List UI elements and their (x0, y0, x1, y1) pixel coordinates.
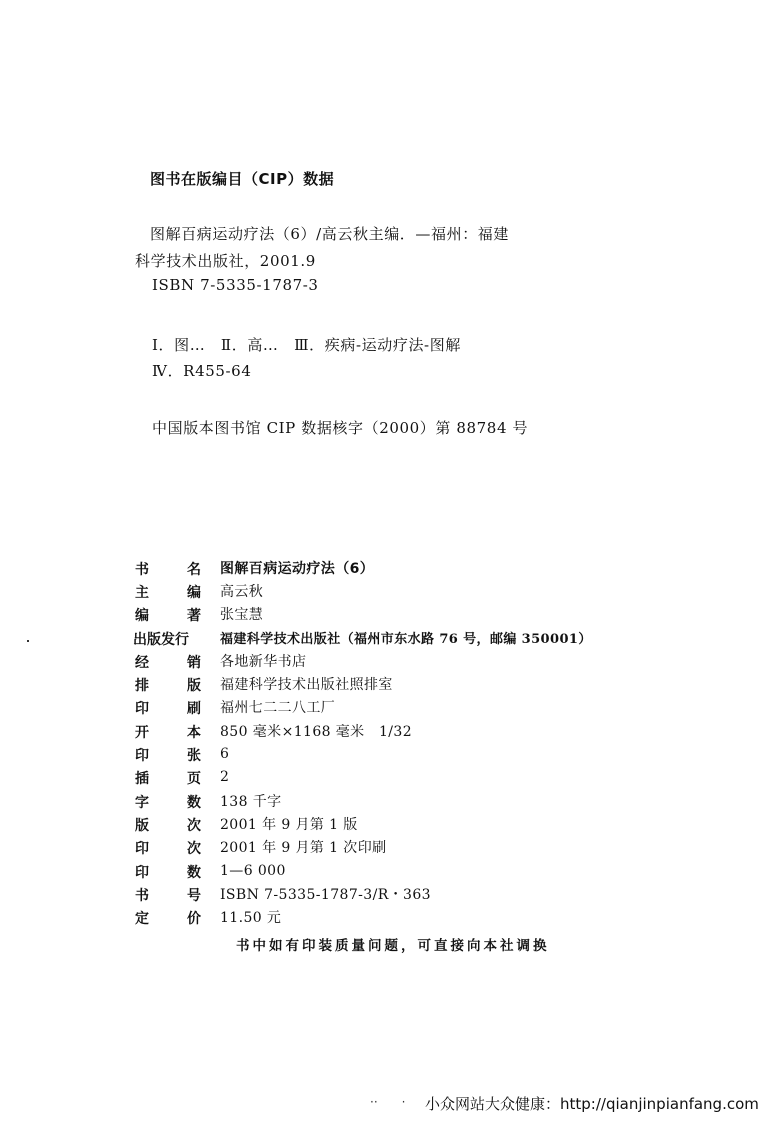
colophon-row (133, 882, 592, 905)
row-value: 福建科学技术出版社（福州市东水路 76 号，邮编 350001） (220, 632, 592, 648)
row-label-a: 印 (135, 701, 149, 718)
row-label-b: 销 (187, 654, 201, 671)
row-label-b: 编 (187, 584, 201, 601)
row-label-a: 书 (135, 887, 149, 904)
colophon-row (133, 812, 592, 835)
row-label-a: 印 (135, 841, 149, 858)
row-value: 张宝慧 (220, 607, 264, 624)
row-label-b: 名 (187, 561, 201, 578)
row-value: 各地新华书店 (220, 653, 307, 670)
cip-call-number: Ⅳ．R455-64 (152, 362, 252, 380)
row-value: 2 (220, 769, 230, 786)
row-value: 6 (220, 746, 230, 763)
row-value: 2001 年 9 月第 1 次印刷 (220, 840, 387, 857)
row-label-a: 定 (135, 911, 149, 928)
row-label-b: 张 (187, 748, 201, 765)
row-label-a: 经 (135, 654, 149, 671)
row-value: 1—6 000 (220, 862, 286, 879)
quality-notice: 书中如有印装质量问题，可直接向本社调换 (236, 938, 550, 954)
colophon-row (133, 766, 592, 789)
colophon-row (133, 836, 592, 859)
colophon-row (133, 905, 592, 928)
row-value: ISBN 7-5335-1787-3/R・363 (220, 886, 431, 903)
row-label-b: 著 (187, 608, 201, 625)
row-value: 福建科学技术出版社照排室 (220, 677, 393, 694)
colophon-row (133, 603, 592, 626)
colophon-row (133, 579, 592, 602)
row-label-a: 编 (135, 608, 149, 625)
cip-classification: Ⅰ．图… Ⅱ．高… Ⅲ．疾病-运动疗法-图解 (152, 336, 461, 354)
row-value: 高云秋 (220, 583, 264, 600)
row-value: 2001 年 9 月第 1 版 (220, 816, 358, 833)
colophon-row (133, 742, 592, 765)
colophon-row (133, 556, 592, 579)
row-label-a: 版 (135, 817, 149, 834)
cip-line-1: 图解百病运动疗法（6）/高云秋主编．—福州：福建 (150, 225, 509, 243)
row-value: 138 千字 (220, 793, 282, 810)
row-label-b: 页 (187, 771, 201, 788)
scan-speck (27, 640, 29, 642)
row-label-b: 号 (187, 887, 201, 904)
footer-dots: ·· · (370, 1095, 406, 1109)
row-label-b: 价 (187, 911, 201, 928)
colophon-row (133, 696, 592, 719)
row-value: 11.50 元 (220, 910, 282, 927)
row-label-a: 开 (135, 724, 149, 741)
row-label-b: 数 (187, 864, 201, 881)
cip-isbn: ISBN 7-5335-1787-3 (152, 276, 319, 294)
row-label-b: 数 (187, 794, 201, 811)
row-label-b: 次 (187, 841, 201, 858)
row-label-a: 印 (135, 864, 149, 881)
row-value: 图解百病运动疗法（6） (220, 560, 375, 577)
row-label-a: 插 (135, 771, 149, 788)
row-label-a: 排 (135, 678, 149, 695)
colophon-row (133, 789, 592, 812)
row-label-a: 字 (135, 794, 149, 811)
cip-title: 图书在版编目（CIP）数据 (150, 170, 335, 188)
cip-line-2: 科学技术出版社，2001.9 (135, 252, 316, 270)
row-label-a: 印 (135, 748, 149, 765)
colophon-table (133, 556, 592, 929)
colophon-row (133, 719, 592, 742)
colophon-row (133, 672, 592, 695)
row-label-b: 刷 (187, 701, 201, 718)
colophon-row (133, 649, 592, 672)
row-label-a: 主 (135, 584, 149, 601)
row-label-b: 次 (187, 817, 201, 834)
colophon-row (133, 859, 592, 882)
row-value: 850 毫米×1168 毫米 1/32 (220, 723, 413, 740)
row-label-b: 版 (187, 678, 201, 695)
row-label-a: 书 (135, 561, 149, 578)
row-value: 福州七二二八工厂 (220, 700, 336, 717)
colophon-row (133, 626, 592, 649)
row-label-full: 出版发行 (133, 631, 189, 648)
cip-core-record: 中国版本图书馆 CIP 数据核字（2000）第 88784 号 (152, 419, 529, 437)
footer-watermark: 小众网站大众健康：http://qianjinpianfang.com (425, 1095, 759, 1113)
row-label-b: 本 (187, 724, 201, 741)
